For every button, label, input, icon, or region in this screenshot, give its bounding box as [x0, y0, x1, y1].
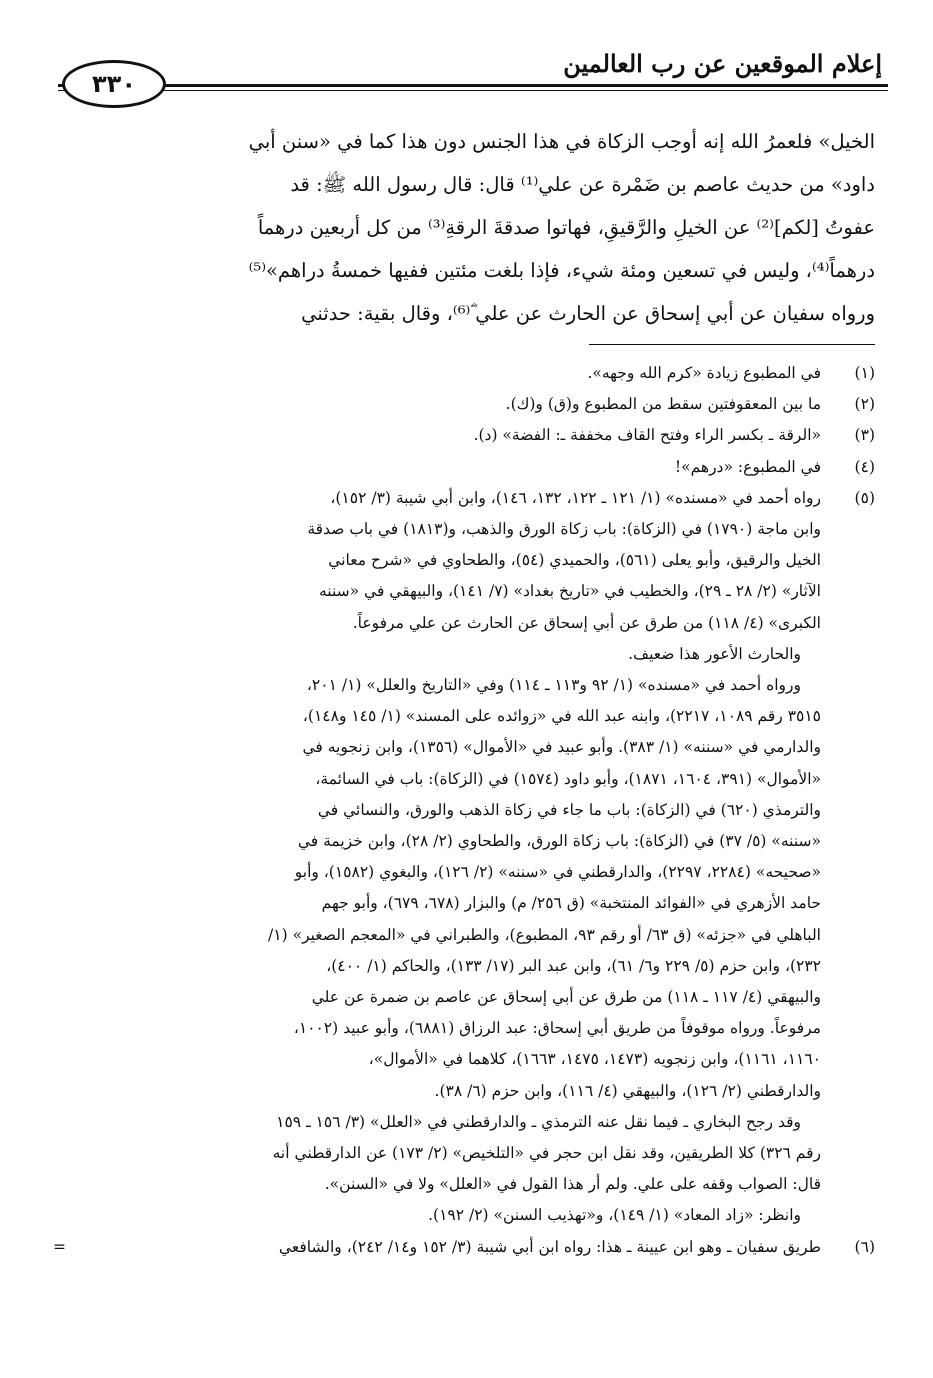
- main-line: الخيل» فلعمرُ الله إنه أوجب الزكاة في هذا الجنس دون هذا كما في «سنن أبي: [248, 130, 875, 153]
- footnote-2: [53, 389, 875, 420]
- footnote-line: الباهلي في «جزئه» (ق ٦٣/ أو رقم ٩٣، المطبوع)، والطبراني في «المعجم الصغير» (١/: [268, 925, 821, 944]
- footnote-line: والدارمي في «سننه» (١/ ٣٨٣). وأبو عبيد في «الأموال» (١٣٥٦)، وابن زنجويه في: [302, 738, 821, 757]
- footnote-line: والدارقطني (٢/ ١٢٦)، والبيهقي (٤/ ١١٦)، وابن حزم (٦/ ٣٨).: [434, 1081, 821, 1100]
- footnote-line: قال: الصواب وقفه على علي. ولم أر هذا القول في «العلل» ولا في «السنن».: [324, 1175, 821, 1194]
- footnote-number: (٣): [854, 426, 875, 445]
- footnote-line: مرفوعاً. ورواه موقوفاً من طريق أبي إسحاق: عبد الرزاق (٦٨٨١)، وأبو عبيد (١٠٠٢،: [293, 1019, 821, 1038]
- footnote-number: (٥): [854, 488, 875, 507]
- footnote-line: في المطبوع: «درهم»!: [674, 457, 821, 476]
- page-header: [58, 40, 888, 110]
- main-line: داود» من حديث عاصم بن ضَمْرة عن علي⁽¹⁾ قال: قال رسول الله ﷺ: قد: [290, 173, 875, 196]
- footnote-separator: [589, 344, 875, 345]
- main-line: عفوتُ [لكم]⁽²⁾ عن الخيلِ والرَّقيقِ، فهاتوا صدقةَ الرقةِ⁽³⁾ من كل أربعين درهماً: [257, 216, 875, 239]
- footnote-line: والحارث الأعور هذا ضعيف.: [628, 644, 801, 663]
- footnote-line: رقم ٣٢٦) كلا الطريقين، وقد نقل ابن حجر في «التلخيص» (٢/ ١٧٣) عن الدارقطني أنه: [272, 1144, 821, 1163]
- header-rule-thin: [58, 90, 888, 91]
- footnote-1: [53, 358, 875, 389]
- header-rule-thick: [58, 84, 888, 87]
- footnote-4: [53, 452, 875, 483]
- footnote-line: والترمذي (٦٢٠) في (الزكاة): باب ما جاء في زكاة الذهب والورق، والنسائي في: [317, 800, 821, 819]
- footnote-line: وابن ماجة (١٧٩٠) في (الزكاة): باب زكاة الورق والذهب، و(١٨١٣) في باب صدقة: [307, 520, 821, 539]
- footnote-6: [53, 1232, 875, 1263]
- continuation-mark: =: [53, 1237, 66, 1256]
- footnote-line: والبيهقي (٤/ ١١٧ ـ ١١٨) من طرق عن أبي إسحاق عن عاصم بن ضمرة عن علي: [311, 988, 821, 1007]
- running-title: إعلام الموقعين عن رب العالمين: [563, 49, 882, 78]
- main-line: درهماً⁽⁴⁾، وليس في تسعين ومئة شيء، فإذا بلغت مئتين ففيها خمسةُ دراهم»⁽⁵⁾: [248, 259, 875, 282]
- footnote-3: [53, 420, 875, 451]
- footnote-number: (٢): [854, 395, 875, 414]
- footnote-line: رواه أحمد في «مسنده» (١/ ١٢١ ـ ١٢٢، ١٣٢، ١٤٦)، وابن أبي شيبة (٣/ ١٥٢)،: [330, 488, 821, 507]
- footnote-line: في المطبوع زيادة «كرم الله وجهه».: [587, 364, 821, 382]
- page-number: ٣٣٠: [92, 70, 136, 98]
- footnotes: [53, 358, 875, 1263]
- footnote-line: ٢٣٢)، وابن حزم (٥/ ٢٢٩ و٦/ ٦١)، وابن عبد البر (١٧/ ١٣٣)، والحاكم (١/ ٤٠٠)،: [326, 956, 821, 975]
- footnote-line: «صحيحه» (٢٢٨٤، ٢٢٩٧)، والدارقطني في «سننه» (٢/ ١٢٦)، والبغوي (١٥٨٢)، وأبو: [294, 863, 821, 882]
- page-number-badge: [62, 60, 166, 108]
- footnote-line: ٣٥١٥ رقم ١٠٨٩، ٢٢١٧)، وابنه عبد الله في «زوائده على المسند» (١/ ١٤٥ و١٤٨)،: [302, 707, 821, 726]
- footnote-line: «الرقة ـ بكسر الراء وفتح القاف مخففة ـ: الفضة» (د).: [473, 426, 821, 445]
- footnote-line: الخيل والرقيق، وأبو يعلى (٥٦١)، والحميدي (٥٤)، والطحاوي في «شرح معاني: [328, 551, 821, 570]
- footnote-line: «الأموال» (٣٩١، ١٦٠٤، ١٨٧١)، وأبو داود (١٥٧٤) في (الزكاة): باب في السائمة،: [315, 769, 821, 788]
- footnote-line: وقد رجح البخاري ـ فيما نقل عنه الترمذي ـ والدارقطني في «العلل» (٣/ ١٥٦ ـ ١٥٩: [276, 1112, 801, 1131]
- footnote-line: حامد الأزهري في «الفوائد المنتخبة» (ق ٢٥٦/ م) والبزار (٦٧٨، ٦٧٩)، وأبو جهم: [321, 894, 821, 913]
- footnote-line: ورواه أحمد في «مسنده» (١/ ٩٢ و١١٣ ـ ١١٤) وفي «التاريخ والعلل» (١/ ٢٠١،: [306, 676, 801, 695]
- footnote-line: الكبرى» (٤/ ١١٨) من طرق عن أبي إسحاق عن الحارث عن علي مرفوعاً.: [352, 613, 821, 632]
- footnote-line: طريق سفيان ـ وهو ابن عيينة ـ هذا: رواه ابن أبي شيبة (٣/ ١٥٢ و١٤/ ٢٤٢)، والشافعي: [278, 1237, 821, 1256]
- footnote-number: (١): [854, 364, 875, 382]
- footnote-5: [53, 483, 875, 1232]
- footnote-line: وانظر: «زاد المعاد» (١/ ١٤٩)، و«تهذيب السنن» (٢/ ١٩٢).: [428, 1206, 801, 1225]
- main-line: ورواه سفيان عن أبي إسحاق عن الحارث عن علي ؓ⁽⁶⁾، وقال بقية: حدثني: [301, 302, 875, 325]
- footnote-number: (٤): [854, 457, 875, 476]
- footnote-line: ١١٦٠، ١١٦١)، وابن زنجويه (١٤٧٣، ١٤٧٥، ١٦٦٣)، كلاهما في «الأموال»،: [368, 1050, 821, 1069]
- main-text: [55, 120, 875, 335]
- footnote-line: ما بين المعقوفتين سقط من المطبوع و(ق) و(ك).: [505, 395, 821, 414]
- footnote-number: (٦): [854, 1237, 875, 1256]
- footnote-line: الآثار» (٢/ ٢٨ ـ ٢٩)، والخطيب في «تاريخ بغداد» (٧/ ١٤١)، والبيهقي في «سننه: [318, 582, 821, 601]
- footnote-line: «سننه» (٥/ ٣٧) في (الزكاة): باب زكاة الورق، والطحاوي (٢/ ٢٨)، وابن خزيمة في: [297, 832, 821, 851]
